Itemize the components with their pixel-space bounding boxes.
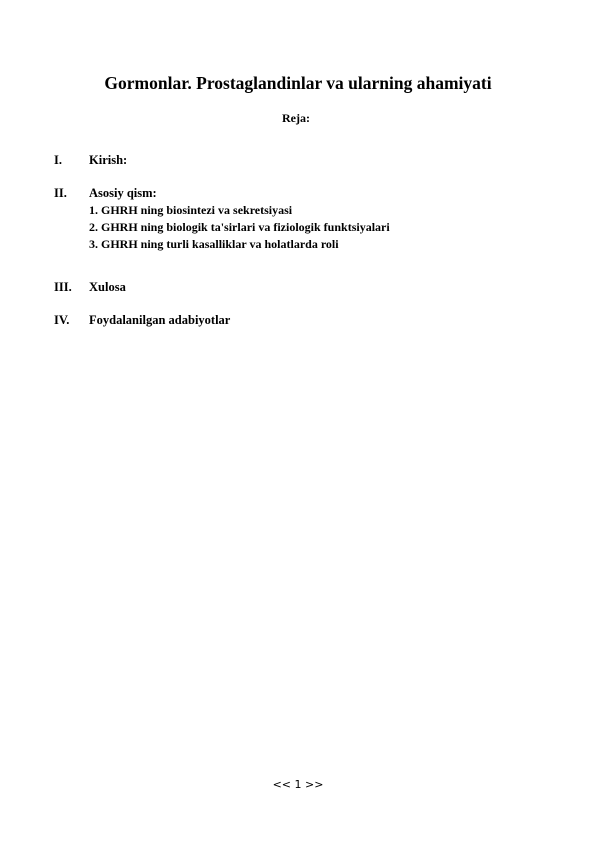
section-numeral: II.	[54, 186, 67, 200]
page-indicator: << 1 >>	[272, 778, 324, 791]
document-title: Gormonlar. Prostaglandinlar va ularning ahamiyati	[104, 73, 492, 93]
list-item: 2. GHRH ning biologik ta'sirlari va fiziologik funktsiyalari	[89, 220, 390, 234]
section-heading: Asosiy qism:	[89, 186, 157, 200]
section-numeral: III.	[54, 280, 72, 294]
section-numeral: I.	[54, 153, 62, 167]
main-part-list	[89, 202, 390, 253]
list-item: 1. GHRH ning biosintezi va sekretsiyasi	[89, 203, 293, 217]
section-numeral: IV.	[54, 313, 70, 327]
section-heading: Xulosa	[89, 280, 126, 294]
plan-heading: Reja:	[282, 111, 310, 125]
section-heading: Kirish:	[89, 153, 128, 167]
section-heading: Foydalanilgan adabiyotlar	[89, 313, 231, 327]
list-item: 3. GHRH ning turli kasalliklar va holatlarda roli	[89, 237, 339, 251]
